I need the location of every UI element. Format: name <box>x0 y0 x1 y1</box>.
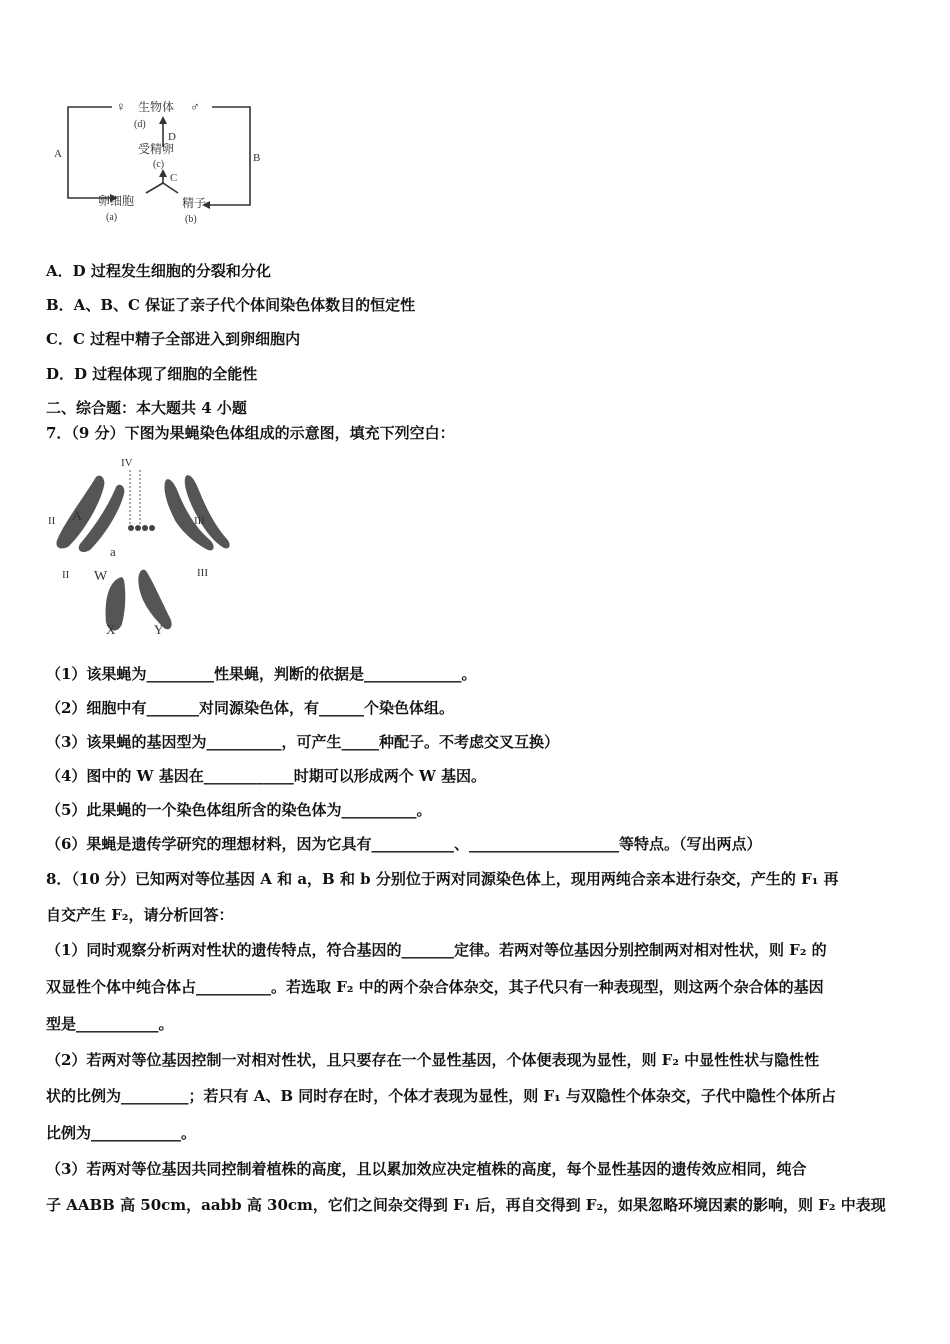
zygote-tag: (c) <box>153 159 165 170</box>
q8-line-3: （1）同时观察分析两对性状的遗传特点，符合基因的_______定律。若两对等位基因分别控制两对相对性状，则 F₂ 的 <box>46 941 827 959</box>
chromosome-X-label: X <box>106 622 116 637</box>
q8-line-7: 状的比例为_________；若只有 A、B 同时存在时，个体才表现为显性，则 F₁ 与双隐性个体杂交，子代中隐性个体所占 <box>46 1087 836 1105</box>
q8-line-5: 型是___________。 <box>46 1015 174 1033</box>
process-D-label: D <box>168 131 176 143</box>
q8-line-4: 双显性个体中纯合体占__________。若选取 F₂ 中的两个杂合体杂交，其子代只有一种表现型，则这两个杂合体的基因 <box>46 978 824 996</box>
chromosome-II-bot-label: II <box>62 569 70 581</box>
q7-sub-4: （4）图中的 W 基因在____________时期可以形成两个 W 基因。 <box>46 767 487 785</box>
q6-option-c: C．C 过程中精子全部进入到卵细胞内 <box>46 330 301 348</box>
organism-tag: (d) <box>134 119 146 130</box>
q7-stem: 7．（9 分）下图为果蝇染色体组成的示意图，填充下列空白： <box>46 424 455 442</box>
q7-sub-5: （5）此果蝇的一个染色体组所含的染色体为__________。 <box>46 801 432 819</box>
zygote-label: 受精卵 <box>138 142 175 156</box>
egg-label: 卵细胞 <box>98 194 135 208</box>
process-B-label: B <box>253 152 261 164</box>
q6-option-a: A．D 过程发生细胞的分裂和分化 <box>46 262 271 280</box>
fruit-fly-chromosome-diagram <box>44 452 234 642</box>
q7-sub-6: （6）果蝇是遗传学研究的理想材料，因为它具有___________、____________________等特点。（写出两点） <box>46 835 762 853</box>
q8-line-9: （3）若两对等位基因共同控制着植株的高度，且以累加效应决定植株的高度，每个显性基因的遗传效应相同，纯合 <box>46 1160 807 1178</box>
process-A-label: A <box>54 148 62 160</box>
chromosome-Y-label: Y <box>154 622 164 637</box>
q6-option-b: B．A、B、C 保证了亲子代个体间染色体数目的恒定性 <box>46 296 416 314</box>
process-C-label: C <box>170 172 178 184</box>
gene-W-label: W <box>94 569 108 584</box>
egg-tag: (a) <box>106 212 118 223</box>
q8-line-8: 比例为____________。 <box>46 1124 197 1142</box>
chromosome-IV-label: IV <box>121 457 133 469</box>
chromosome-II-top-label: II <box>48 515 56 527</box>
q8-line-1: 8．（10 分）已知两对等位基因 A 和 a，B 和 b 分别位于两对同源染色体上，现用两纯合亲本进行杂交，产生的 F₁ 再 <box>46 870 839 888</box>
q7-sub-3: （3）该果蝇的基因型为__________，可产生_____种配子。不考虑交叉互换） <box>46 733 559 751</box>
q8-line-10: 子 AABB 高 50cm，aabb 高 30cm，它们之间杂交得到 F₁ 后，再自交得到 F₂，如果忽略环境因素的影响，则 F₂ 中表现 <box>46 1196 886 1214</box>
sperm-label: 精子 <box>182 196 207 210</box>
gene-A-label: A <box>72 509 83 524</box>
female-symbol: ♀ <box>116 99 126 114</box>
chromosome-III-top-label: III <box>194 515 205 527</box>
q7-sub-1: （1）该果蝇为_________性果蝇，判断的依据是_____________。 <box>46 665 477 683</box>
q8-line-2: 自交产生 F₂，请分析回答： <box>46 906 234 924</box>
q7-sub-2: （2）细胞中有_______对同源染色体，有______个染色体组。 <box>46 699 454 717</box>
organism-label: 生物体 <box>138 100 175 114</box>
chromosome-III-bot-label: III <box>197 567 208 579</box>
life-cycle-diagram <box>50 95 270 230</box>
section-title: 二、综合题：本大题共 4 小题 <box>46 399 247 417</box>
sperm-tag: (b) <box>185 214 197 225</box>
male-symbol: ♂ <box>190 99 200 114</box>
q6-option-d: D．D 过程体现了细胞的全能性 <box>46 365 258 383</box>
q8-line-6: （2）若两对等位基因控制一对相对性状，且只要存在一个显性基因，个体便表现为显性，则 F₂ 中显性性状与隐性性 <box>46 1051 820 1069</box>
gene-a-label: a <box>110 544 116 559</box>
